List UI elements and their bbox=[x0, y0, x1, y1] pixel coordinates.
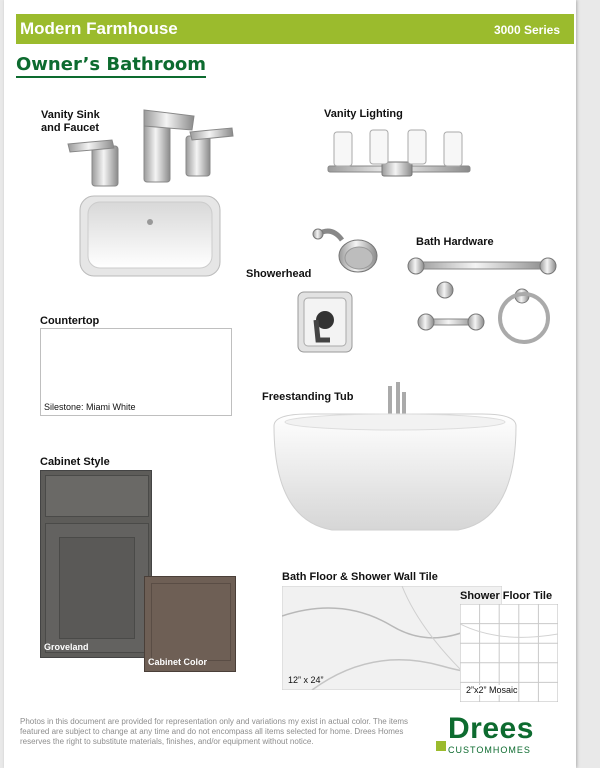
logo-sub: CUSTOMHOMES bbox=[448, 745, 531, 755]
faucet-sink-image bbox=[62, 104, 242, 280]
label-cabinet-style: Cabinet Style bbox=[40, 456, 110, 468]
drees-logo bbox=[436, 712, 562, 760]
caption-mosaic: 2”x2” Mosaic bbox=[466, 685, 518, 695]
label-freestanding-tub: Freestanding Tub bbox=[262, 391, 354, 403]
header-bar bbox=[16, 14, 574, 44]
caption-cabinet-color: Cabinet Color bbox=[148, 657, 208, 667]
label-countertop: Countertop bbox=[40, 315, 100, 327]
label-shower-floor-tile: Shower Floor Tile bbox=[460, 590, 553, 602]
header-title: Modern Farmhouse bbox=[20, 19, 178, 38]
caption-floor-tile: 12” x 24” bbox=[288, 675, 324, 685]
spec-sheet-page bbox=[4, 0, 576, 768]
showerhead-image bbox=[312, 222, 382, 276]
label-vanity-lighting: Vanity Lighting bbox=[324, 108, 403, 120]
bath-hardware-image bbox=[404, 250, 564, 346]
cabinet-door-swatch bbox=[40, 470, 152, 658]
shower-valve-image bbox=[296, 290, 354, 354]
label-showerhead: Showerhead bbox=[246, 268, 312, 280]
vanity-light-image bbox=[324, 126, 474, 180]
logo-square-icon bbox=[436, 741, 446, 751]
disclaimer-text: Photos in this document are provided for representation only and variations my exist in actual color. The items featured are subject to change at any time and do not encompass all items selected for home. Drees Homes reserves the right to substitute materials, finishes, and/or equipment without notice. bbox=[20, 717, 409, 746]
logo-brand: Drees bbox=[448, 712, 534, 745]
label-bath-floor-tile: Bath Floor & Shower Wall Tile bbox=[282, 571, 438, 583]
caption-countertop: Silestone: Miami White bbox=[44, 402, 136, 412]
label-bath-hardware: Bath Hardware bbox=[416, 236, 494, 248]
freestanding-tub-image bbox=[268, 380, 524, 540]
page-title: Owner’s Bathroom bbox=[16, 54, 206, 78]
caption-cabinet-style: Groveland bbox=[44, 642, 89, 652]
header-series: 3000 Series bbox=[493, 23, 560, 37]
label-vanity-sink: Vanity Sink and Faucet bbox=[41, 109, 100, 134]
